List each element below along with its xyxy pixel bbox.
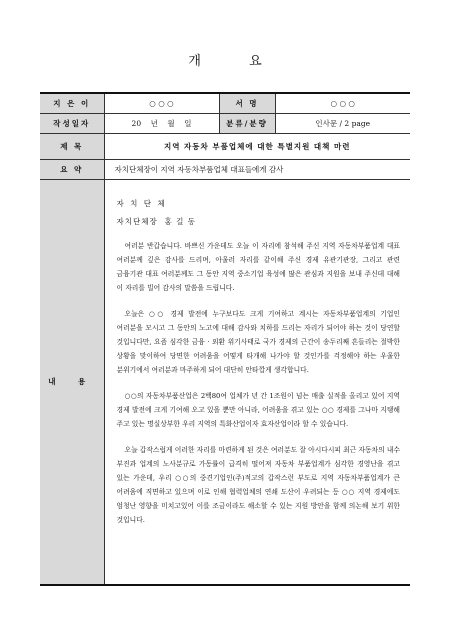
paragraph-4: 오늘 갑작스럽게 이러한 자리를 마련하게 된 것은 여러분도 잘 아시다시피 최근 자동차의 내수 부진과 업계의 노사분규로 가동률이 급격히 떨어져 자동차 부품업계가 심각한 경영난을 겪고 있는 가운데, 우리 ○○의 중견기업인(주)적고의 갑작스런 부도로 지역 자동차부품업계가 큰 어려움에 직면하고 있으며 이로 인해 협력업체의 연쇄 도산이 우려되는 등 ○○ 지역 경제에도 엄청난 영향을 미치고있어 이를 조금이라도 해소할 수 있는 지원 방안을 함께 의논해 보기 위한 것입니다. bbox=[116, 445, 400, 524]
document-title: 개 요 bbox=[188, 54, 284, 69]
author-value: ○ ○ ○ bbox=[104, 93, 219, 113]
paragraph-3: ○○의 자동차부품산업은 2백80여 업체가 년 간 1조원이 넘는 매출 실적을 올리고 있어 지역 경제 발전에 크게 기여해 오고 있을 뿐만 아니라, 어려움을 겪고 있는 ○○ 경제를 그나마 지탱해 주고 있는 명실상부한 우리 지역의 특화산업이자 효자산업이라 할 수 있습니다. bbox=[116, 391, 400, 428]
summary-value: 자치단체장이 지역 자동차부품업체 대표들에게 감사 bbox=[104, 159, 410, 179]
content-body bbox=[104, 179, 410, 585]
content-label: 내 용 bbox=[40, 179, 104, 585]
subject-label: 제 목 bbox=[40, 133, 104, 159]
content-row bbox=[40, 179, 410, 585]
subject-value: 지역 자동차 부품업체에 대한 특별지원 대책 마련 bbox=[104, 133, 410, 159]
author-label: 지 은 이 bbox=[40, 93, 104, 113]
summary-row bbox=[40, 159, 410, 179]
date-value: 20 년 월 일 bbox=[104, 113, 219, 133]
overview-form bbox=[40, 92, 410, 586]
signature-value: ○ ○ ○ bbox=[275, 93, 410, 113]
signature-label: 서 명 bbox=[219, 93, 275, 113]
subject-row bbox=[40, 133, 410, 159]
date-row bbox=[40, 113, 410, 133]
speaker-name: 자치단체장 홍 길 동 bbox=[116, 216, 196, 226]
paragraph-2: 오늘은 ○○ 경제 발전에 누구보다도 크게 기여하고 계시는 자동차부품업계의 기업인 여러분을 모시고 그 동안의 노고에 대해 감사와 치하를 드리는 자리가 되어야 하는 것이 당연할 것입니다만, 요즘 심각한 금융 · 외환 위기사태로 국가 경제의 근간이 송두리째 흔들리는 절박한 상황을 맞이하여 당면한 어려움을 어떻게 타개해 나가야 할 것인가를 걱정해야 하는 우울한 분위기에서 여러분과 마주하게 되어 대단히 안타깝게 생각합니다. bbox=[116, 309, 400, 374]
org-name: 자 치 단 체 bbox=[116, 198, 167, 208]
author-row bbox=[40, 93, 410, 113]
category-value: 인사문 / 2 page bbox=[275, 113, 410, 133]
summary-label: 요 약 bbox=[40, 159, 104, 179]
date-label: 작성일자 bbox=[40, 113, 104, 133]
category-label: 분류/분량 bbox=[219, 113, 275, 133]
paragraph-1: 여러분 반갑습니다. 바쁘신 가운데도 오늘 이 자리에 참석해 주신 지역 자동차부품업계 대표 여러분께 깊은 감사를 드리며, 아울러 자리를 같이해 주신 경제 유관기관장, 그리고 관련 금융기관 대표 여러분께도 그 동안 지역 중소기업 육성에 많은 관심과 지원을 보내 주신데 대해 이 자리를 빌어 감사의 말씀을 드립니다. bbox=[116, 241, 400, 292]
